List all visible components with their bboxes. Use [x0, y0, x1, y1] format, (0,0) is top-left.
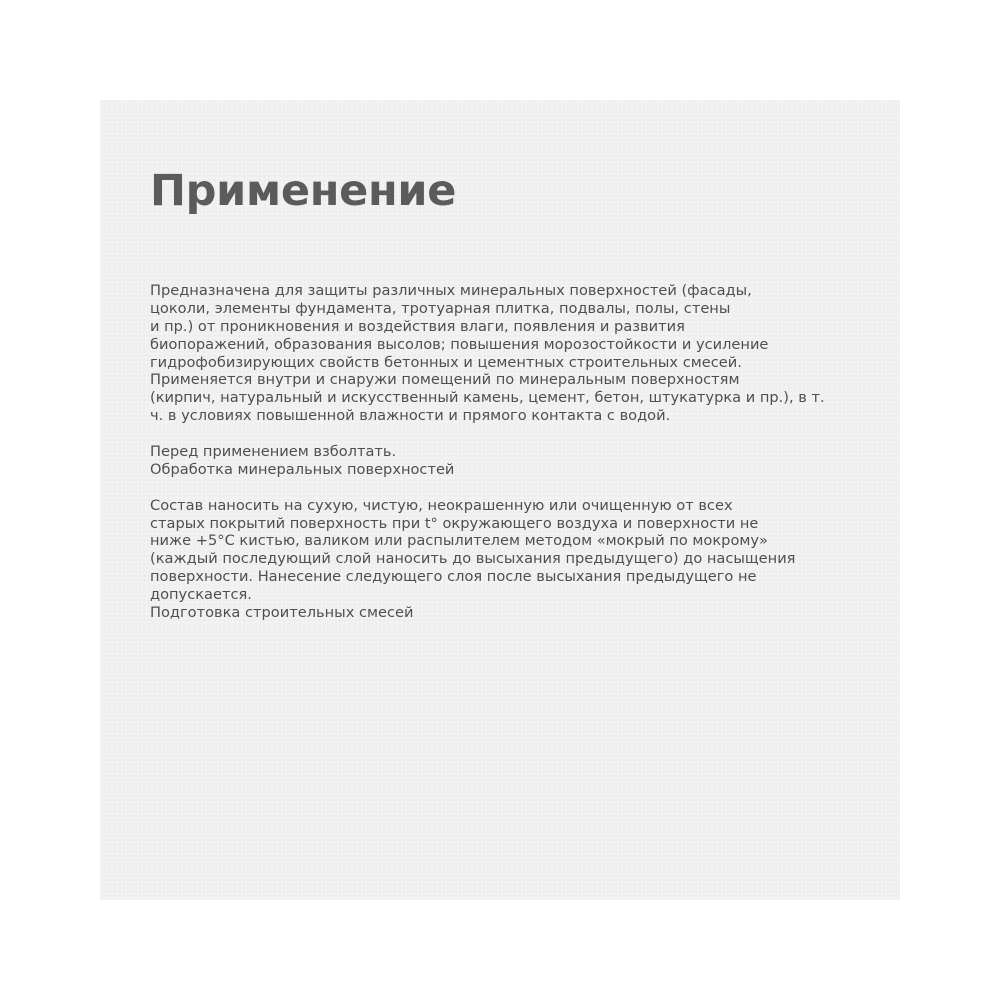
text-line: Состав наносить на сухую, чистую, неокрашенную или очищенную от всех: [150, 496, 733, 514]
text-line: Подготовка строительных смесей: [150, 604, 414, 622]
body-text: [150, 282, 880, 622]
text-line: допускается.: [150, 586, 252, 604]
paragraph-gap: [150, 479, 880, 497]
text-line: ниже +5°C кистью, валиком или распылителем методом «мокрый по мокрому»: [150, 532, 768, 550]
text-line: и пр.) от проникновения и воздействия влаги, появления и развития: [150, 317, 685, 335]
content-card: [100, 100, 900, 900]
paragraph-preparation: [150, 443, 880, 479]
text-line: биопоражений, образования высолов; повышения морозостойкости и усиление: [150, 335, 769, 353]
text-line: ч. в условиях повышенной влажности и прямого контакта с водой.: [150, 407, 671, 425]
text-line: Применяется внутри и снаружи помещений по минеральным поверхностям: [150, 371, 740, 389]
text-line: старых покрытий поверхность при t° окружающего воздуха и поверхности не: [150, 514, 759, 532]
text-line: (кирпич, натуральный и искусственный камень, цемент, бетон, штукатурка и пр.), в т.: [150, 389, 825, 407]
paragraph-description: [150, 282, 880, 425]
paragraph-instructions: [150, 497, 880, 622]
text-line: поверхности. Нанесение следующего слоя после высыхания предыдущего не: [150, 568, 757, 586]
text-line: (каждый последующий слой наносить до высыхания предыдущего) до насыщения: [150, 550, 796, 568]
text-line: цоколи, элементы фундамента, тротуарная плитка, подвалы, полы, стены: [150, 299, 731, 317]
paragraph-gap: [150, 425, 880, 443]
text-line: Перед применением взболтать.: [150, 443, 397, 461]
text-line: Обработка минеральных поверхностей: [150, 460, 455, 478]
text-line: Предназначена для защиты различных минеральных поверхностей (фасады,: [150, 282, 752, 299]
text-line: гидрофобизирующих свойств бетонных и цементных строительных смесей.: [150, 353, 742, 371]
page-title: Применение: [150, 166, 457, 216]
